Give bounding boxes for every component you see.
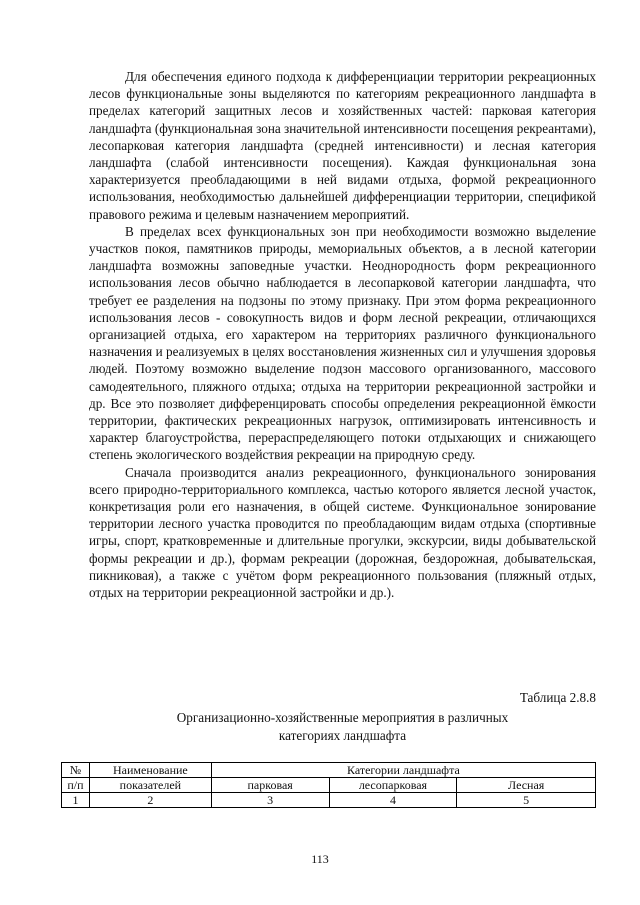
header-name-line-1: Наименование: [89, 763, 211, 778]
index-cell-2: 2: [89, 793, 211, 808]
body-text: [89, 68, 596, 601]
header-num-line-1: №: [62, 763, 90, 778]
index-cell-5: 5: [457, 793, 596, 808]
landscape-measures-table: [61, 762, 596, 808]
index-cell-4: 4: [329, 793, 457, 808]
header-forest: Лесная: [457, 778, 596, 793]
table-header-row-2: [62, 778, 596, 793]
paragraph-2: В пределах всех функциональных зон при необходимости возможно выделение участков покоя, памятников природы, мемориальных объектов, а в лесной категории ландшафта возможны заповедные участки. Неоднородность форм рекреационного использования лесов обычно наблюдается в лесопарковой категории ландшафта, что требует ее разделения на подзоны по этому признаку. При этом форма рекреационного использования лесов - совокупность видов и форм лесной рекреации, отличающихся организацией отдыха, его характером на территориях различного функционального назначения и реализуемых в целях восстановления жизненных сил и улучшения здоровья людей. Поэтому возможно выделение подзон массового организованного, массового самодеятельного, пляжного отдыха; отдыха на территории рекреационной застройки и др. Все это позволяет дифференцировать способы определения рекреационной ёмкости территории, фактических рекреационных нагрузок, оптимизировать интенсивность и характер благоустройства, перераспределяющего потоки отдыхающих и снижающего степень экологического воздействия рекреации на природную среду.: [89, 223, 596, 463]
table-index-row: [62, 793, 596, 808]
page-number: 113: [311, 852, 329, 866]
index-cell-1: 1: [62, 793, 90, 808]
table-title-line-2: категориях ландшафта: [278, 727, 407, 743]
table-title-line-1: Организационно-хозяйственные мероприятия в различных: [176, 710, 509, 725]
header-num-line-2: п/п: [62, 778, 90, 793]
header-name-line-2: показателей: [89, 778, 211, 793]
table-header-row-1: [62, 763, 596, 778]
index-cell-3: 3: [211, 793, 329, 808]
table-number: Таблица 2.8.8: [519, 690, 596, 705]
header-forest-park: лесопарковая: [329, 778, 457, 793]
header-landscape-categories: Категории ландшафта: [211, 763, 595, 778]
paragraph-3: Сначала производится анализ рекреационного, функционального зонирования всего природно-территориального комплекса, частью которого является лесной участок, конкретизация роли его назначения, в общей системе. Функциональное зонирование территории лесного участка проводится по преобладающим видам отдыха (спортивные игры, спорт, кратковременные и длительные прогулки, экскурсии, виды добывательской формы рекреации и др.), формам рекреации (дорожная, бездорожная, добывательская, пикниковая), а также с учётом форм рекреационного пользования (пляжный отдых, отдых на территории рекреационной застройки и др.).: [89, 464, 596, 601]
header-park: парковая: [211, 778, 329, 793]
paragraph-1: Для обеспечения единого подхода к дифференциации территории рекреационных лесов функциональные зоны выделяются по категориям рекреационного ландшафта в пределах категорий защитных лесов и хозяйственных частей: парковая категория ландшафта (функциональная зона значительной интенсивности посещения рекреантами), лесопарковая категория ландшафта (средней интенсивности) и лесная категория ландшафта (слабой интенсивности посещения). Каждая функциональная зона характеризуется преобладающими в ней видами отдыха, формой рекреационного использования, необходимостью дальнейшей дифференциации территории, спецификой правового режима и целевым назначением мероприятий.: [89, 69, 596, 222]
table-title: [89, 709, 596, 744]
